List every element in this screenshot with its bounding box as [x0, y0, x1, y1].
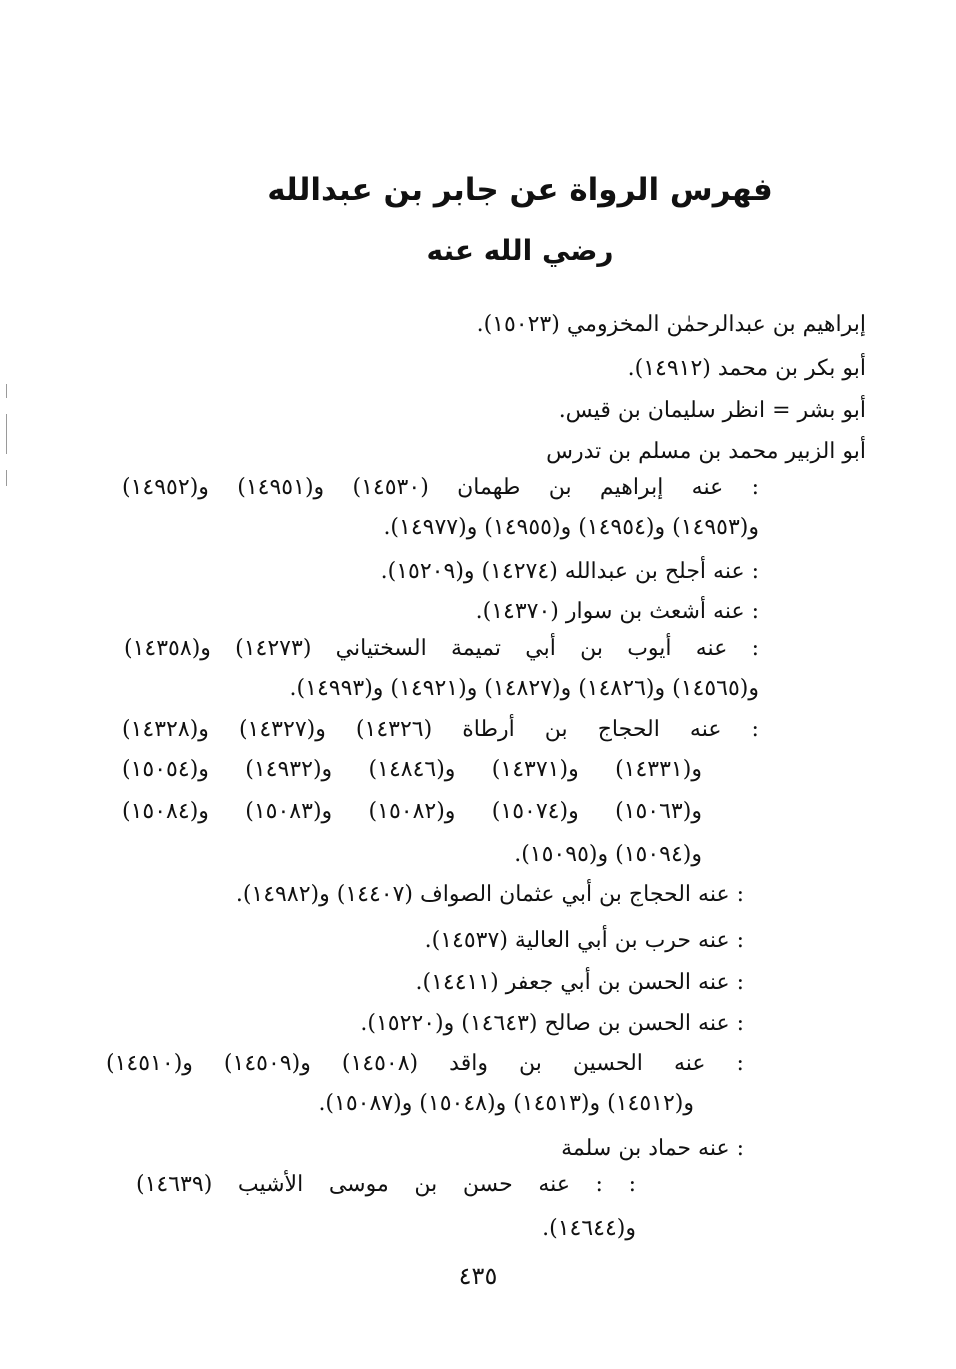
- index-subentry: : عنه أجلح بن عبدالله (١٤٢٧٤) و(١٥٢٠٩).: [380, 559, 759, 584]
- index-entry: أبو بشر = انظر سليمان بن قيس.: [558, 398, 866, 423]
- scan-margin-mark: [6, 414, 7, 454]
- index-title: فهرس الرواة عن جابر بن عبدالله: [267, 172, 773, 208]
- index-subentry: : عنه حماد بن سلمة: [561, 1136, 744, 1161]
- index-subentry: : عنه أيوب بن أبي تميمة السختياني (١٤٢٧٣) و(١٤٣٥٨): [124, 636, 759, 661]
- scan-margin-mark: [6, 384, 7, 398]
- index-subentry-continued: و(١٤٥٦٥) و(١٤٨٢٦) و(١٤٨٢٧) و(١٤٩٢١) و(١٤٩٩٣).: [289, 676, 759, 701]
- index-subsubentry-continued: و(١٤٦٤٤).: [542, 1216, 636, 1241]
- index-subentry: : عنه الحجاج بن أرطاة (١٤٣٢٦) و(١٤٣٢٧) و(١٤٣٢٨): [122, 717, 759, 742]
- index-subentry-continued: و(١٤٥١٢) و(١٤٥١٣) و(١٥٠٤٨) و(١٥٠٨٧).: [318, 1091, 694, 1116]
- index-subentry: : عنه الحسن بن أبي جعفر (١٤٤١١).: [415, 970, 744, 995]
- index-entry: إبراهيم بن عبدالرحمٰن المخزومي (١٥٠٢٣).: [476, 312, 866, 337]
- index-subentry-continued: و(١٥٠٦٣) و(١٥٠٧٤) و(١٥٠٨٢) و(١٥٠٨٣) و(١٥٠٨٤): [122, 799, 702, 824]
- page-number: ٤٣٥: [458, 1262, 498, 1290]
- index-subsubentry: : : عنه حسن بن موسى الأشيب (١٤٦٣٩): [136, 1172, 636, 1197]
- index-subentry: : عنه الحسين بن واقد (١٤٥٠٨) و(١٤٥٠٩) و(١٤٥١٠): [106, 1051, 744, 1076]
- scan-margin-mark: [6, 470, 7, 486]
- index-subentry: : عنه حرب بن أبي العالية (١٤٥٣٧).: [424, 928, 744, 953]
- index-entry: أبو بكر بن محمد (١٤٩١٢).: [627, 356, 866, 381]
- index-subentry: : عنه أشعث بن سوار (١٤٣٧٠).: [475, 599, 759, 624]
- index-subentry: : عنه الحسن بن صالح (١٤٦٤٣) و(١٥٢٢٠).: [360, 1011, 744, 1036]
- index-subentry-continued: و(١٤٩٥٣) و(١٤٩٥٤) و(١٤٩٥٥) و(١٤٩٧٧).: [383, 515, 759, 540]
- index-subentry: : عنه إبراهيم بن طهمان (١٤٥٣٠) و(١٤٩٥١) و(١٤٩٥٢): [122, 475, 759, 500]
- index-subentry: : عنه الحجاج بن أبي عثمان الصواف (١٤٤٠٧) و(١٤٩٨٢).: [235, 882, 744, 907]
- index-subtitle: رضي الله عنه: [426, 234, 614, 267]
- index-entry: أبو الزبير محمد بن مسلم بن تدرس: [546, 439, 866, 464]
- index-subentry-continued: و(١٤٣٣١) و(١٤٣٧١) و(١٤٨٤٦) و(١٤٩٣٢) و(١٥٠٥٤): [122, 757, 702, 782]
- index-subentry-continued: و(١٥٠٩٤) و(١٥٠٩٥).: [514, 842, 702, 867]
